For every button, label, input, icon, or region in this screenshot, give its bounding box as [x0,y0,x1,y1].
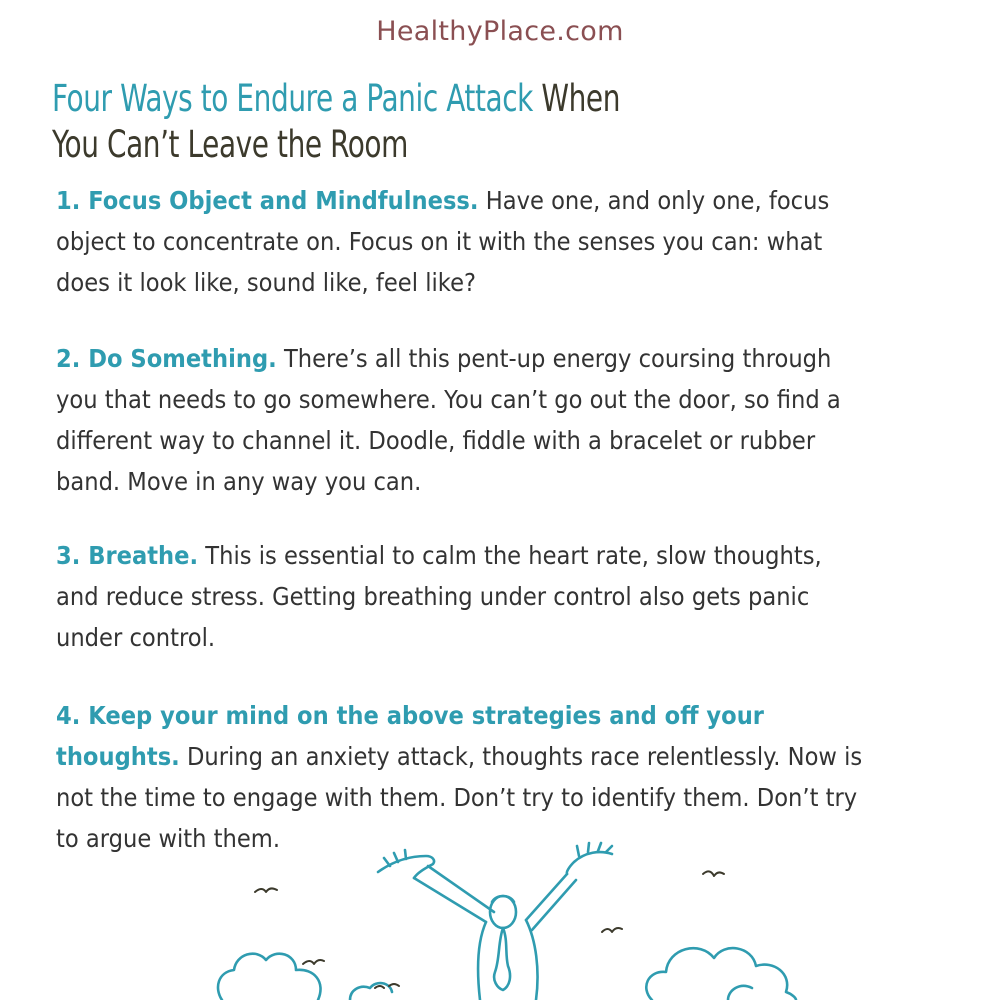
tip-1 [56,180,871,303]
bird-icon [255,888,277,892]
bird-icon [303,960,324,964]
illustration [0,830,1000,1000]
tip-4-body: During an anxiety attack, thoughts race relentlessly. Now is not the time to engage with them. Don’t try to identify them. Don’t try to argue with them. [56,742,863,853]
tip-2-heading: 2. Do Something. [56,344,277,373]
bird-icon [389,984,399,986]
tip-1-heading: 1. Focus Object and Mindfulness. [56,186,479,215]
tip-2-body: There’s all this pent-up energy coursing through you that needs to go somewhere. You can’t go out the door, so find a different way to channel it. Doodle, fiddle with a bracelet or rubber band. Move in any way you can. [56,344,841,496]
tip-3-heading: 3. Breathe. [56,541,199,570]
page-title [52,76,640,168]
tip-3-body: This is essential to calm the heart rate, slow thoughts, and reduce stress. Getting breathing under control also gets panic under control. [56,541,822,652]
woman-arms-raised-icon [378,843,612,1000]
bird-icon [602,928,622,932]
title-rest: When You Can’t Leave the Room [52,77,621,166]
bird-icon [703,871,724,876]
title-accent: Four Ways to Endure a Panic Attack [52,77,533,120]
tip-3 [56,535,871,658]
cloud-icon [728,986,752,1000]
tip-2 [56,338,871,502]
tip-1-body: Have one, and only one, focus object to concentrate on. Focus on it with the senses you can: what does it look like, sound like, feel like? [56,186,830,297]
cloud-icon [350,983,392,1000]
cloud-icon [646,948,796,1000]
bird-icon [375,986,384,988]
cloud-icon [218,954,321,1000]
site-name: HealthyPlace.com [376,16,624,47]
tip-4-heading: 4. Keep your mind on the above strategies and off your thoughts. [56,701,764,771]
